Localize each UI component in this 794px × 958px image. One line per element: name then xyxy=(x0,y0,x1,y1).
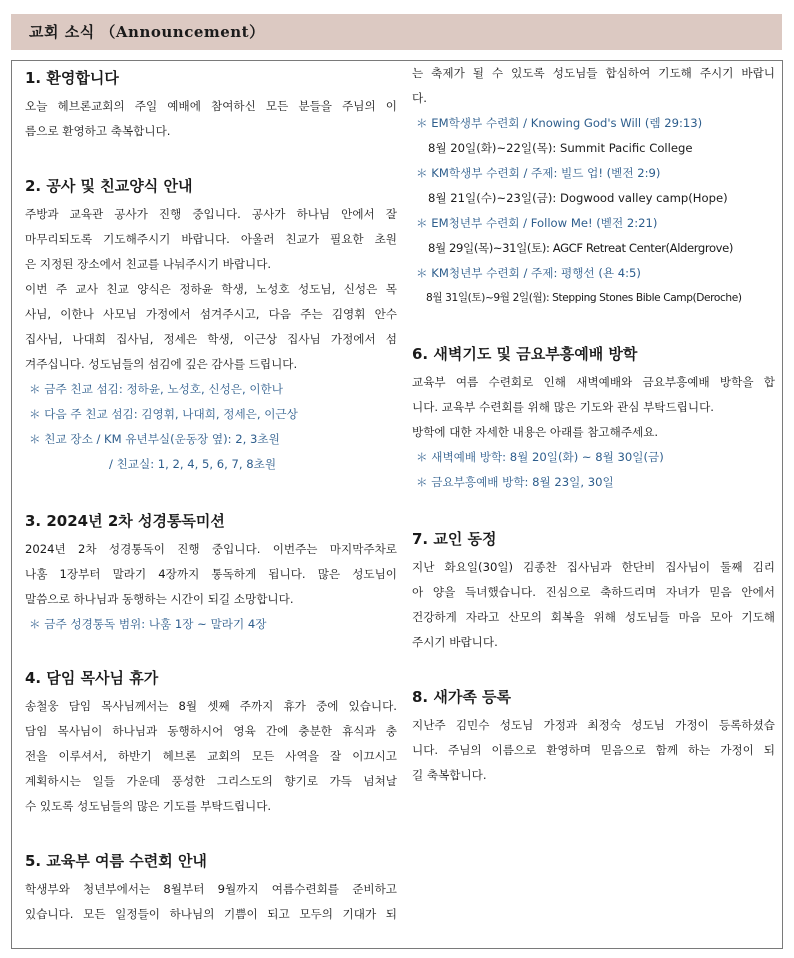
section-text-line: 사님, 이한나 사모님 가정에서 섬겨주시고, 다음 주는 김영휘 안수 xyxy=(25,307,397,321)
section-text-line: 계획하시는 일들 가운데 풍성한 그리스도의 향기로 가득 넘쳐날 xyxy=(25,774,397,788)
section-text-line: 은 지정된 장소에서 친교를 나눠주시기 바랍니다. xyxy=(25,257,272,271)
section-text-line: 방학에 대한 자세한 내용은 아래를 참고해주세요. xyxy=(412,425,659,439)
prayer-break-bullet: ＊ 새벽예배 방학: 8월 20일(화) ~ 8월 30일(금) xyxy=(416,450,664,464)
section-text-line: 름으로 환영하고 축복합니다. xyxy=(25,124,171,138)
section-title-pastor-vacation: 4. 담임 목사님 휴가 xyxy=(25,669,159,687)
section-text-line: 니다. 주님의 이름으로 환영하며 믿음으로 함께 하는 가정이 되 xyxy=(412,743,775,757)
section-text-line: 다. xyxy=(412,91,427,105)
retreat-name: ＊ EM학생부 수련회 / Knowing God's Will (렘 29:13) xyxy=(416,116,703,130)
header-title-korean: 교회 소식 xyxy=(29,23,95,41)
section-text-line: 있습니다. 모든 일정들이 하나님의 기쁨이 되고 모두의 기대가 되 xyxy=(25,907,397,921)
section-title-new-family: 8. 새가족 등록 xyxy=(412,688,512,706)
retreat-detail: 8월 29일(목)~31일(토): AGCF Retreat Center(Aldergrove) xyxy=(428,241,733,255)
section-text-line: 아 양을 득녀했습니다. 진심으로 축하드리며 자녀가 믿음 안에서 xyxy=(412,585,775,599)
section-text-line: 이번 주 교사 친교 양식은 정하윤 학생, 노성호 성도님, 신성은 목 xyxy=(25,282,397,296)
section-text-line: 오늘 헤브론교회의 주일 예배에 참여하신 모든 분들을 주님의 이 xyxy=(25,99,397,113)
section-title-construction: 2. 공사 및 친교양식 안내 xyxy=(25,177,193,195)
fellowship-bullet: ＊ 다음 주 친교 섬김: 김영휘, 나대희, 정세은, 이근상 xyxy=(29,407,298,421)
section-text-line: 전을 이루셔서, 하반기 헤브론 교회의 모든 사역을 잘 이끄시고 xyxy=(25,749,397,763)
section-text-line: 교육부 여름 수련회로 인해 새벽예배와 금요부흥예배 방학을 합 xyxy=(412,375,775,389)
section-text-line: 집사님, 나대희 집사님, 정세은 학생, 이근상 집사님 가정에서 섬 xyxy=(25,332,397,346)
prayer-break-bullet: ＊ 금요부흥예배 방학: 8월 23일, 30일 xyxy=(416,475,614,489)
bible-reading-bullet: ＊ 금주 성경통독 범위: 나훔 1장 ~ 말라기 4장 xyxy=(29,617,267,631)
section-text-line: 말씀으로 하나님과 동행하는 시간이 되길 소망합니다. xyxy=(25,592,294,606)
retreat-detail: 8월 21일(수)~23일(금): Dogwood valley camp(Hope) xyxy=(428,191,728,205)
fellowship-bullet: ＊ 금주 친교 섬김: 정하윤, 노성호, 신성은, 이한나 xyxy=(29,382,283,396)
section-title-prayer-break: 6. 새벽기도 및 금요부흥예배 방학 xyxy=(412,345,638,363)
section-text-line: 수 있도록 성도님들의 많은 기도를 부탁드립니다. xyxy=(25,799,272,813)
section-text-line: 지난주 김민수 성도님 가정과 최정숙 성도님 가정이 등록하셨습 xyxy=(412,718,775,732)
section-text-line: 길 축복합니다. xyxy=(412,768,487,782)
section-title-bible-reading: 3. 2024년 2차 성경통독미션 xyxy=(25,512,225,530)
section-text-line: 담임 목사님이 하나님과 동행하시어 영육 간에 충분한 휴식과 충 xyxy=(25,724,397,738)
retreat-detail: 8월 31일(토)~9월 2일(월): Stepping Stones Bible Camp(Deroche) xyxy=(426,292,742,304)
section-text-line: 건강하게 자라고 산모의 회복을 위해 성도님들 마음 모아 기도해 xyxy=(412,610,775,624)
retreat-name: ＊ KM학생부 수련회 / 주제: 빌드 업! (벧전 2:9) xyxy=(416,166,661,180)
announcement-header xyxy=(11,14,782,50)
section-text-line: 주시기 바랍니다. xyxy=(412,635,498,649)
section-text-line: 학생부와 청년부에서는 8월부터 9월까지 여름수련회를 준비하고 xyxy=(25,882,397,896)
section-text-line: 2024년 2차 성경통독이 진행 중입니다. 이번주는 마지막주차로 xyxy=(25,542,397,556)
retreat-detail: 8월 20일(화)~22일(목): Summit Pacific College xyxy=(428,141,693,155)
retreat-name: ＊ EM청년부 수련회 / Follow Me! (벧전 2:21) xyxy=(416,216,658,230)
section-title-member-news: 7. 교인 동정 xyxy=(412,530,497,548)
announcement-box xyxy=(11,60,783,949)
fellowship-bullet: ＊ 친교 장소 / KM 유년부실(운동장 옆): 2, 3초원 xyxy=(29,432,280,446)
header-title xyxy=(29,21,265,42)
section-text-line: 송철웅 담임 목사님께서는 8월 셋째 주까지 휴가 중에 있습니다. xyxy=(25,699,397,713)
section-text-line: 나훔 1장부터 말라기 4장까지 통독하게 됩니다. 많은 성도님이 xyxy=(25,567,397,581)
section-text-line: 는 축제가 될 수 있도록 성도님들 합심하여 기도해 주시기 바랍니 xyxy=(412,66,775,80)
section-title-welcome: 1. 환영합니다 xyxy=(25,69,119,87)
section-text-line: 주방과 교육관 공사가 진행 중입니다. 공사가 하나님 안에서 잘 xyxy=(25,207,397,221)
section-title-summer-retreat: 5. 교육부 여름 수련회 안내 xyxy=(25,852,207,870)
header-title-english: （Announcement） xyxy=(100,23,265,41)
section-text-line: 마무리되도록 기도해주시기 바랍니다. 아울러 친교가 필요한 초원 xyxy=(25,232,397,246)
retreat-name: ＊ KM청년부 수련회 / 주제: 평행선 (욘 4:5) xyxy=(416,266,641,280)
section-text-line: 니다. 교육부 수련회를 위해 많은 기도와 관심 부탁드립니다. xyxy=(412,400,714,414)
section-text-line: 겨주십니다. 성도님들의 섬김에 깊은 감사를 드립니다. xyxy=(25,357,298,371)
fellowship-bullet: / 친교실: 1, 2, 4, 5, 6, 7, 8초원 xyxy=(109,457,277,471)
section-text-line: 지난 화요일(30일) 김종찬 집사님과 한단비 집사님이 둘째 김리 xyxy=(412,560,775,574)
